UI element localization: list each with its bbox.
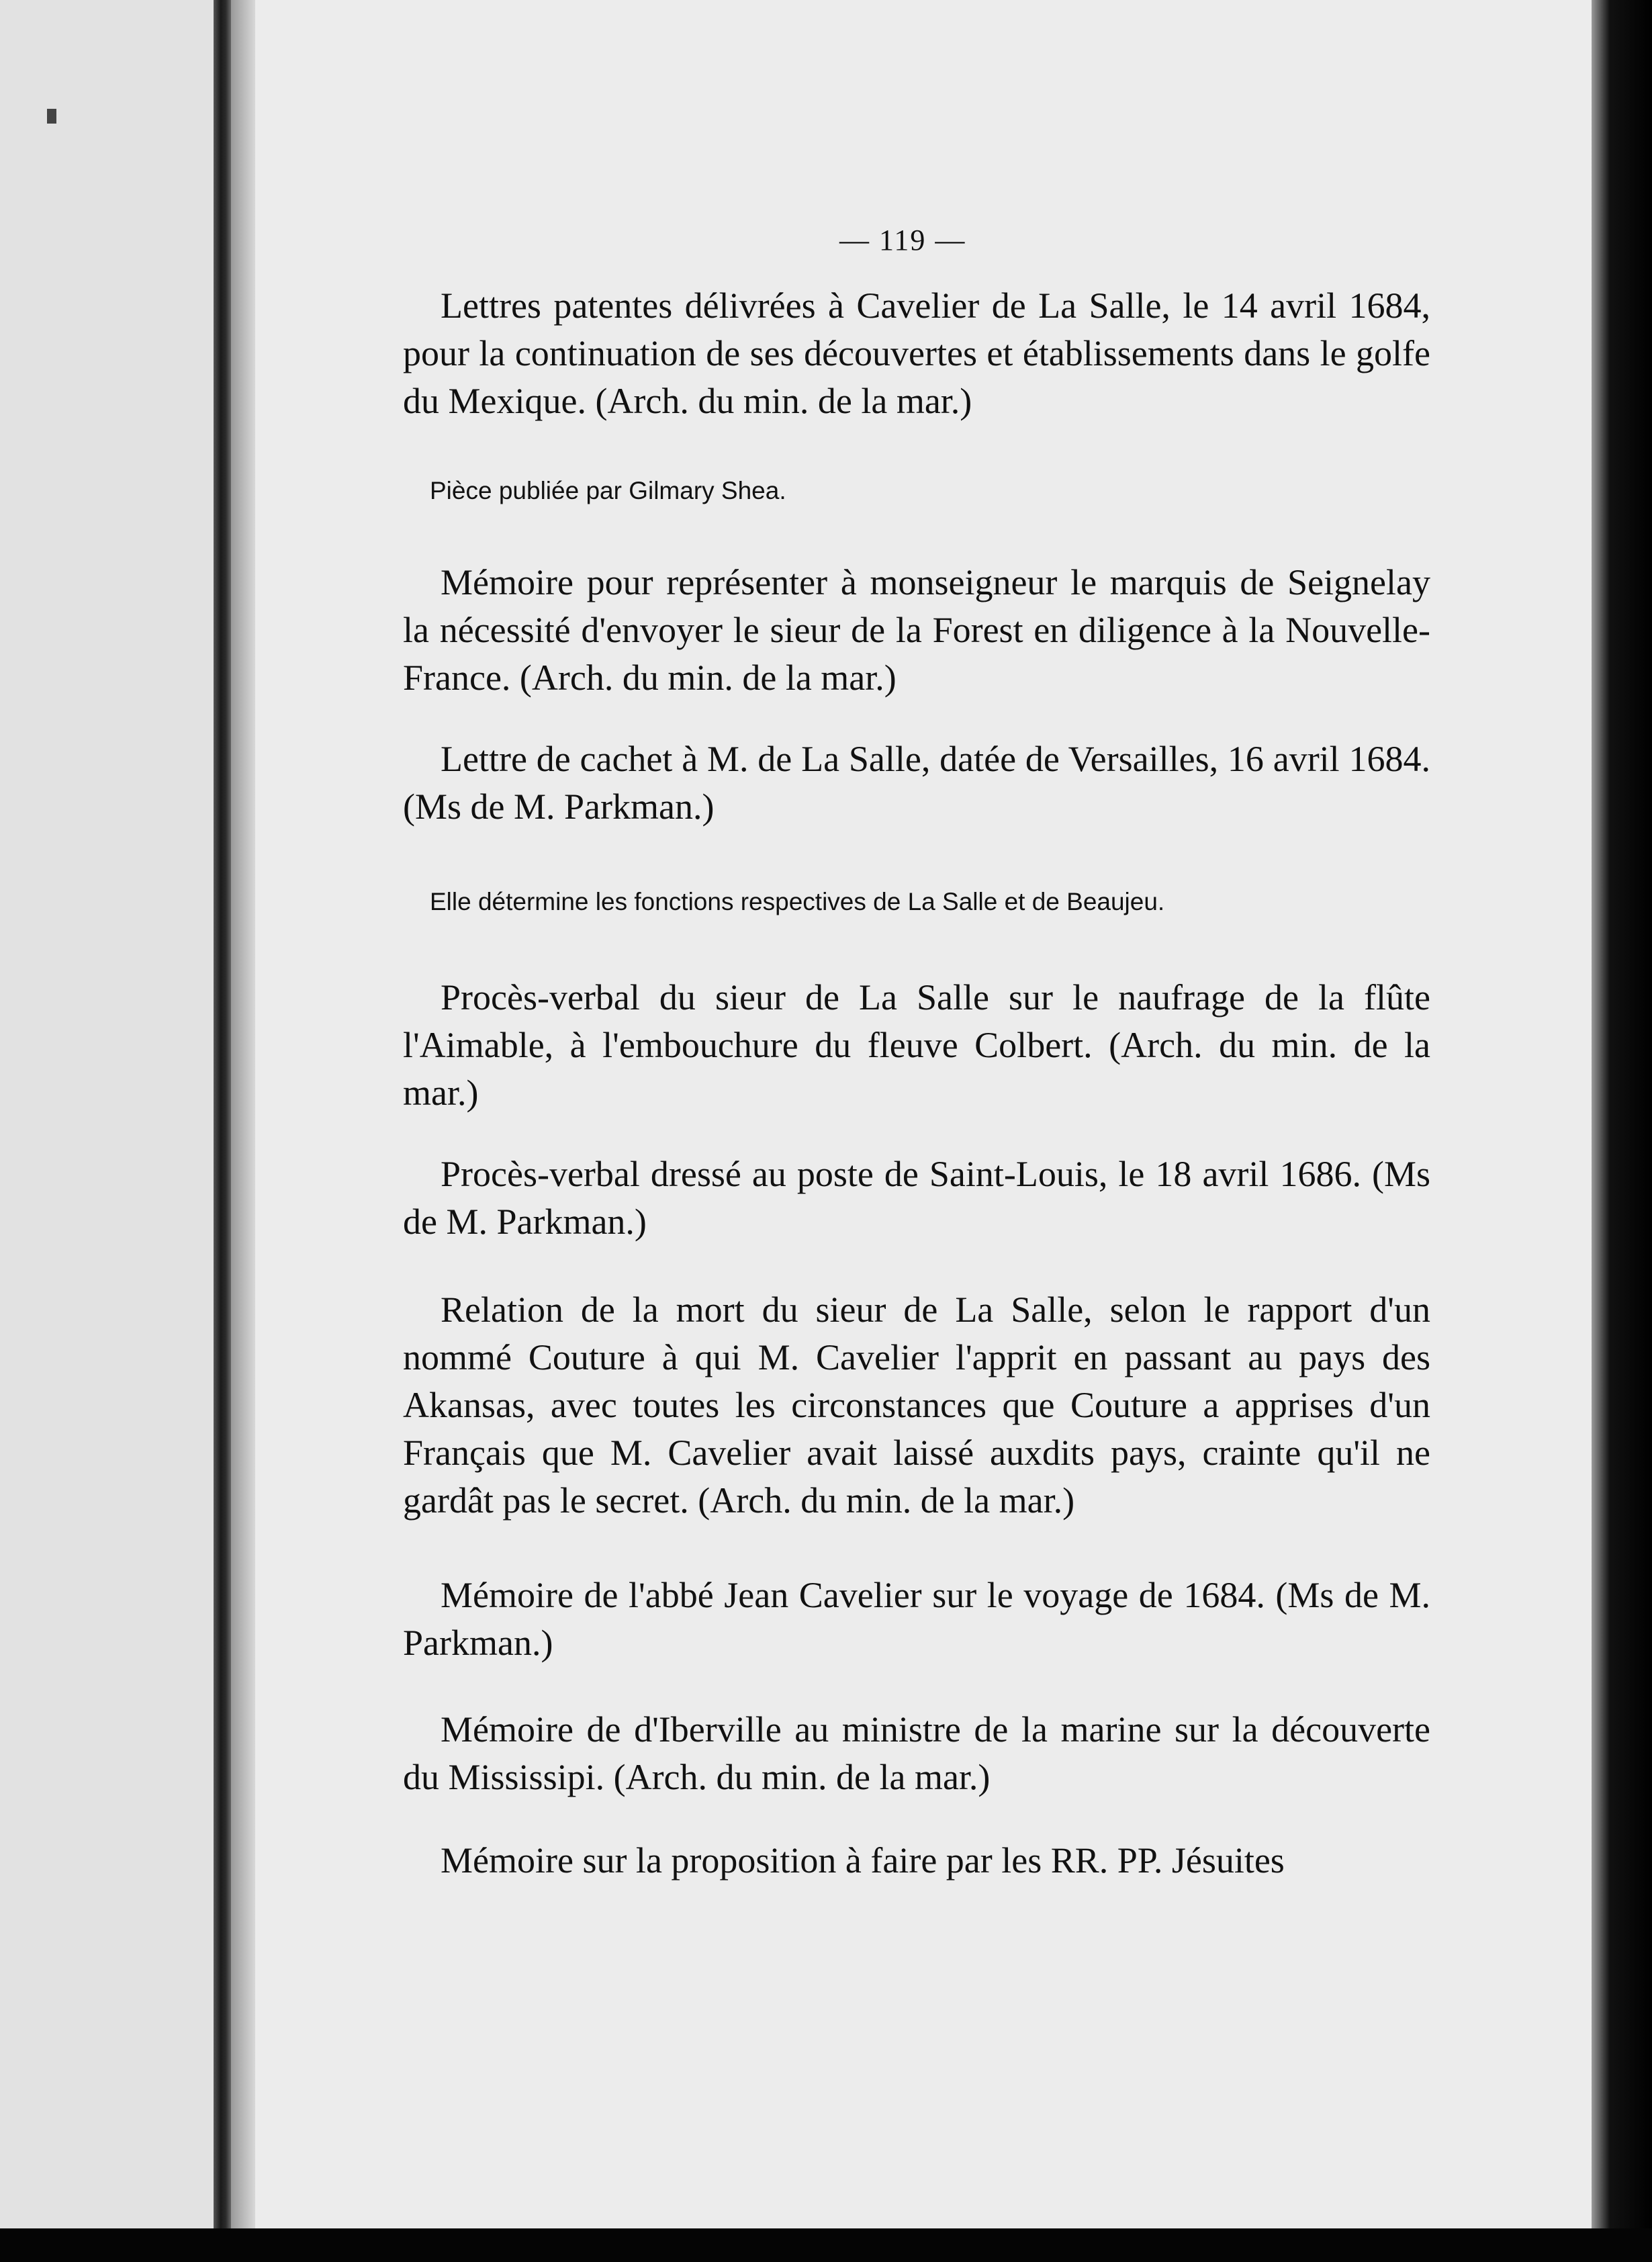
binding-gutter [214,0,231,2262]
paragraph [403,1837,1430,1885]
paragraph [403,559,1430,702]
page-number: — 119 — [839,224,966,257]
paragraph-text: Lettres patentes délivrées à Cavelier de La Salle, le 14 avril 1684, pour la continuation de ses découvertes et établissements dans le golfe du Mexique. (Arch. du min. de la mar.) [403,285,1430,421]
footnote: Pièce publiée par Gilmary Shea. [430,477,786,504]
paragraph [403,282,1430,425]
paragraph-text: Mémoire pour représenter à monseigneur le marquis de Seignelay la nécessité d'envoyer le sieur de la Forest en diligence à la Nouvelle-France. (Arch. du min. de la mar.) [403,562,1430,698]
paragraph-text: Mémoire de d'Iberville au ministre de la marine sur la découverte du Mississipi. (Arch. du min. de la mar.) [403,1709,1430,1797]
paragraph-text: Procès-verbal dressé au poste de Saint-Louis, le 18 avril 1686. (Ms de M. Parkman.) [403,1154,1430,1242]
binding-shadow [231,0,255,2262]
scan-border-bottom [0,2228,1652,2262]
paragraph-text: Relation de la mort du sieur de La Salle, selon le rapport d'un nommé Couture à qui M. Cavelier l'apprit en passant au pays des Akansas, avec toutes les circonstances que Couture a apprises d'un Français que M. Cavelier avait laissé auxdits pays, crainte qu'il ne gardât pas le secret. (Arch. du min. de la mar.) [403,1290,1430,1521]
paragraph [403,1572,1430,1667]
page-edge-shadow [1592,0,1652,2262]
paragraph-text: Mémoire sur la proposition à faire par les RR. PP. Jésuites [441,1840,1285,1881]
paragraph-text: Procès-verbal du sieur de La Salle sur le naufrage de la flûte l'Aimable, à l'embouchure du fleuve Colbert. (Arch. du min. de la mar.) [403,977,1430,1113]
paragraph [403,735,1430,831]
paragraph [403,1286,1430,1525]
paragraph-text: Lettre de cachet à M. de La Salle, datée de Versailles, 16 avril 1684. (Ms de M. Parkman.) [403,739,1430,827]
paragraph [403,1150,1430,1246]
footnote: Elle détermine les fonctions respectives de La Salle et de Beaujeu. [430,888,1165,915]
ink-speck [47,109,56,124]
paragraph [403,974,1430,1117]
paragraph-text: Mémoire de l'abbé Jean Cavelier sur le voyage de 1684. (Ms de M. Parkman.) [403,1575,1430,1663]
paragraph [403,1706,1430,1801]
